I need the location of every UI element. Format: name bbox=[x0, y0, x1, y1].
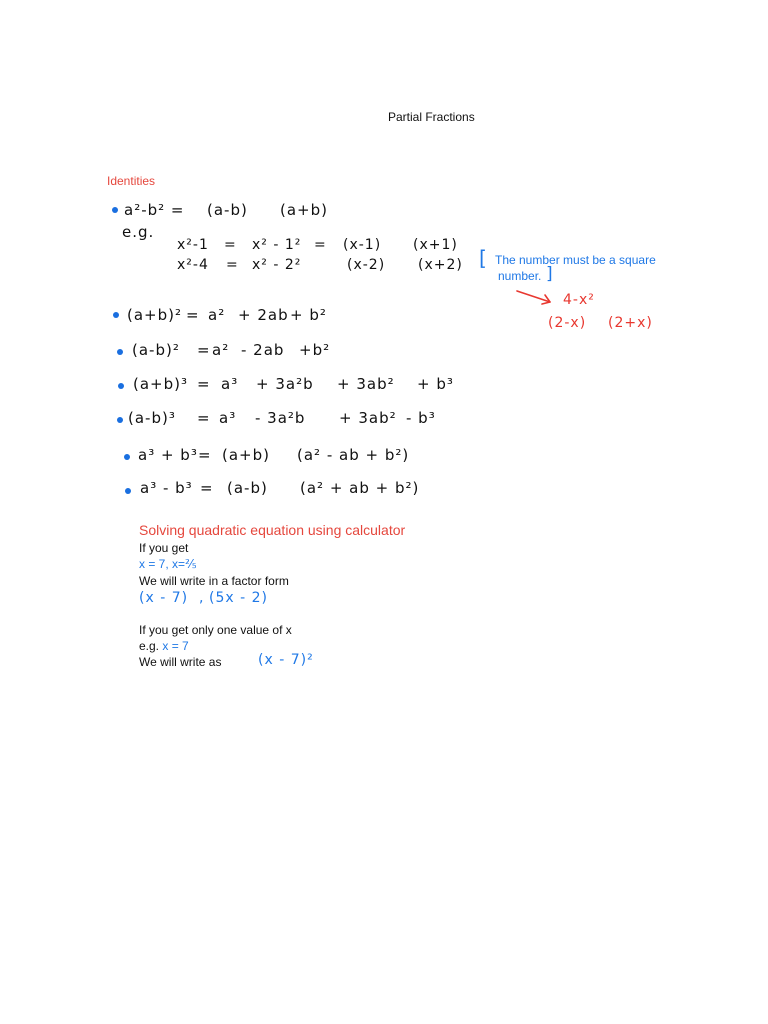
example-middle: x² - 2² bbox=[252, 257, 302, 273]
example-label: e.g. bbox=[122, 223, 155, 241]
identity-term: a³ bbox=[221, 375, 239, 393]
identity-term: + 3ab² bbox=[337, 375, 395, 393]
squared-factor-expression: (x - 7)² bbox=[258, 652, 314, 668]
if-one-value-text: If you get only one value of x bbox=[139, 623, 292, 637]
example-factor: (x+2) bbox=[418, 257, 463, 273]
red-example-factor: (2-x) bbox=[548, 315, 587, 331]
factor-expression: (x - 7) bbox=[139, 590, 189, 606]
identity-term: + b² bbox=[290, 306, 327, 324]
identity-term: a² bbox=[208, 306, 226, 324]
red-example-factor: (2+x) bbox=[608, 315, 653, 331]
identity-square-of-sum bbox=[0, 305, 768, 325]
equals-sign: = bbox=[226, 257, 239, 273]
identity-lhs: a²-b² = bbox=[124, 201, 185, 219]
identity-lhs: (a-b)³ bbox=[128, 409, 176, 427]
factor-form-row bbox=[0, 588, 768, 608]
calculator-heading: Solving quadratic equation using calculator bbox=[139, 522, 406, 538]
note-open-bracket: [ bbox=[479, 246, 487, 270]
bullet-icon bbox=[117, 349, 123, 355]
equals-sign: = bbox=[198, 446, 212, 464]
identity-term: a² bbox=[212, 341, 230, 359]
identity-term: (a-b) bbox=[227, 479, 268, 497]
example-row bbox=[0, 235, 768, 255]
identity-term: + 2ab bbox=[238, 306, 289, 324]
identity-term: (a² - ab + b²) bbox=[297, 446, 410, 464]
write-as-text: We will write as bbox=[139, 655, 222, 669]
identity-term: - b³ bbox=[406, 409, 436, 427]
page-title: Partial Fractions bbox=[388, 110, 475, 124]
identity-lhs: (a+b)² bbox=[127, 306, 182, 324]
example-lhs: x²-4 bbox=[177, 257, 209, 273]
identity-cube-of-difference bbox=[0, 408, 768, 428]
identity-lhs: a³ - b³ bbox=[140, 479, 193, 497]
factor-form-text: We will write in a factor form bbox=[139, 574, 289, 588]
if-two-values-text: If you get bbox=[139, 541, 189, 555]
example-factor: (x+1) bbox=[413, 237, 458, 253]
bullet-icon bbox=[117, 417, 123, 423]
identity-difference-of-squares bbox=[0, 200, 768, 220]
squared-factor-row bbox=[0, 650, 768, 670]
identity-square-of-difference bbox=[0, 340, 768, 360]
identity-difference-of-cubes bbox=[0, 478, 768, 498]
identity-lhs: (a-b)² bbox=[132, 341, 180, 359]
identity-term: a³ bbox=[219, 409, 237, 427]
example-label: e.g. bbox=[139, 639, 160, 653]
note-line-1: The number must be a square bbox=[495, 253, 656, 267]
note-close-bracket: ] bbox=[546, 264, 553, 284]
equals-sign: = bbox=[200, 479, 214, 497]
two-values-text: x = 7, x=⅖ bbox=[139, 557, 197, 571]
factor-separator: , bbox=[199, 590, 205, 606]
identity-term: + 3a²b bbox=[256, 375, 314, 393]
equals-sign: = bbox=[197, 409, 211, 427]
example-lhs: x²-1 bbox=[177, 237, 209, 253]
equals-sign: = bbox=[197, 375, 211, 393]
identity-lhs: (a+b)³ bbox=[133, 375, 188, 393]
identity-term: (a² + ab + b²) bbox=[300, 479, 420, 497]
bullet-icon bbox=[113, 312, 119, 318]
equals-sign: = bbox=[314, 237, 327, 253]
identity-term: - 3a²b bbox=[255, 409, 306, 427]
identity-lhs: a³ + b³ bbox=[138, 446, 198, 464]
bullet-icon bbox=[118, 383, 124, 389]
identity-term: (a+b) bbox=[222, 446, 270, 464]
factor-expression: (5x - 2) bbox=[209, 590, 268, 606]
red-example-expression: 4-x² bbox=[563, 292, 595, 308]
identity-term: + b³ bbox=[417, 375, 454, 393]
identity-factor: (a-b) bbox=[207, 201, 248, 219]
example-factor: (x-2) bbox=[347, 257, 386, 273]
identity-term: - 2ab bbox=[241, 341, 285, 359]
identity-term: + 3ab² bbox=[339, 409, 397, 427]
example-middle: x² - 1² bbox=[252, 237, 302, 253]
equals-sign: = bbox=[224, 237, 237, 253]
identity-factor: (a+b) bbox=[280, 201, 328, 219]
bullet-icon bbox=[125, 488, 131, 494]
identity-term: +b² bbox=[299, 341, 331, 359]
one-value-text: x = 7 bbox=[162, 639, 189, 653]
identities-heading: Identities bbox=[107, 174, 156, 188]
note-line-2: number. bbox=[498, 269, 542, 283]
identity-sum-of-cubes bbox=[0, 445, 768, 465]
equals-sign: = bbox=[197, 341, 211, 359]
bullet-icon bbox=[124, 454, 130, 460]
bullet-icon bbox=[112, 207, 118, 213]
equals-sign: = bbox=[186, 306, 200, 324]
identity-cube-of-sum bbox=[0, 374, 768, 394]
example-factor: (x-1) bbox=[343, 237, 382, 253]
